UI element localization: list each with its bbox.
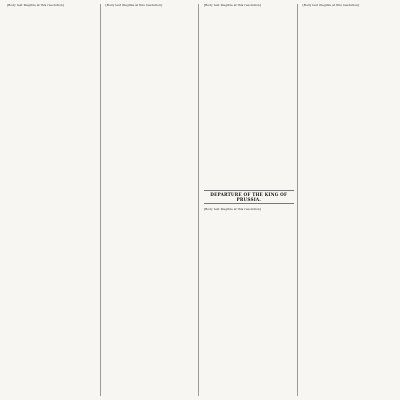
column-3-upper-text: [Body text illegible at this resolution] bbox=[204, 4, 261, 7]
column-4 bbox=[300, 4, 397, 396]
column-3-upper bbox=[204, 4, 294, 186]
column-4-text: [Body text illegible at this resolution] bbox=[302, 4, 360, 7]
article-headline-block bbox=[204, 190, 294, 204]
column-1 bbox=[4, 4, 101, 396]
column-2 bbox=[103, 4, 200, 396]
column-3-lower bbox=[204, 208, 294, 396]
column-1-text: [Body text illegible at this resolution] bbox=[7, 4, 64, 7]
column-3 bbox=[201, 4, 298, 396]
column-3-lower-text: [Body text illegible at this resolution] bbox=[204, 208, 261, 211]
column-2-text: [Body text illegible at this resolution] bbox=[105, 4, 163, 7]
article-headline: DEPARTURE OF THE KING OF PRUSSIA. bbox=[210, 192, 288, 202]
